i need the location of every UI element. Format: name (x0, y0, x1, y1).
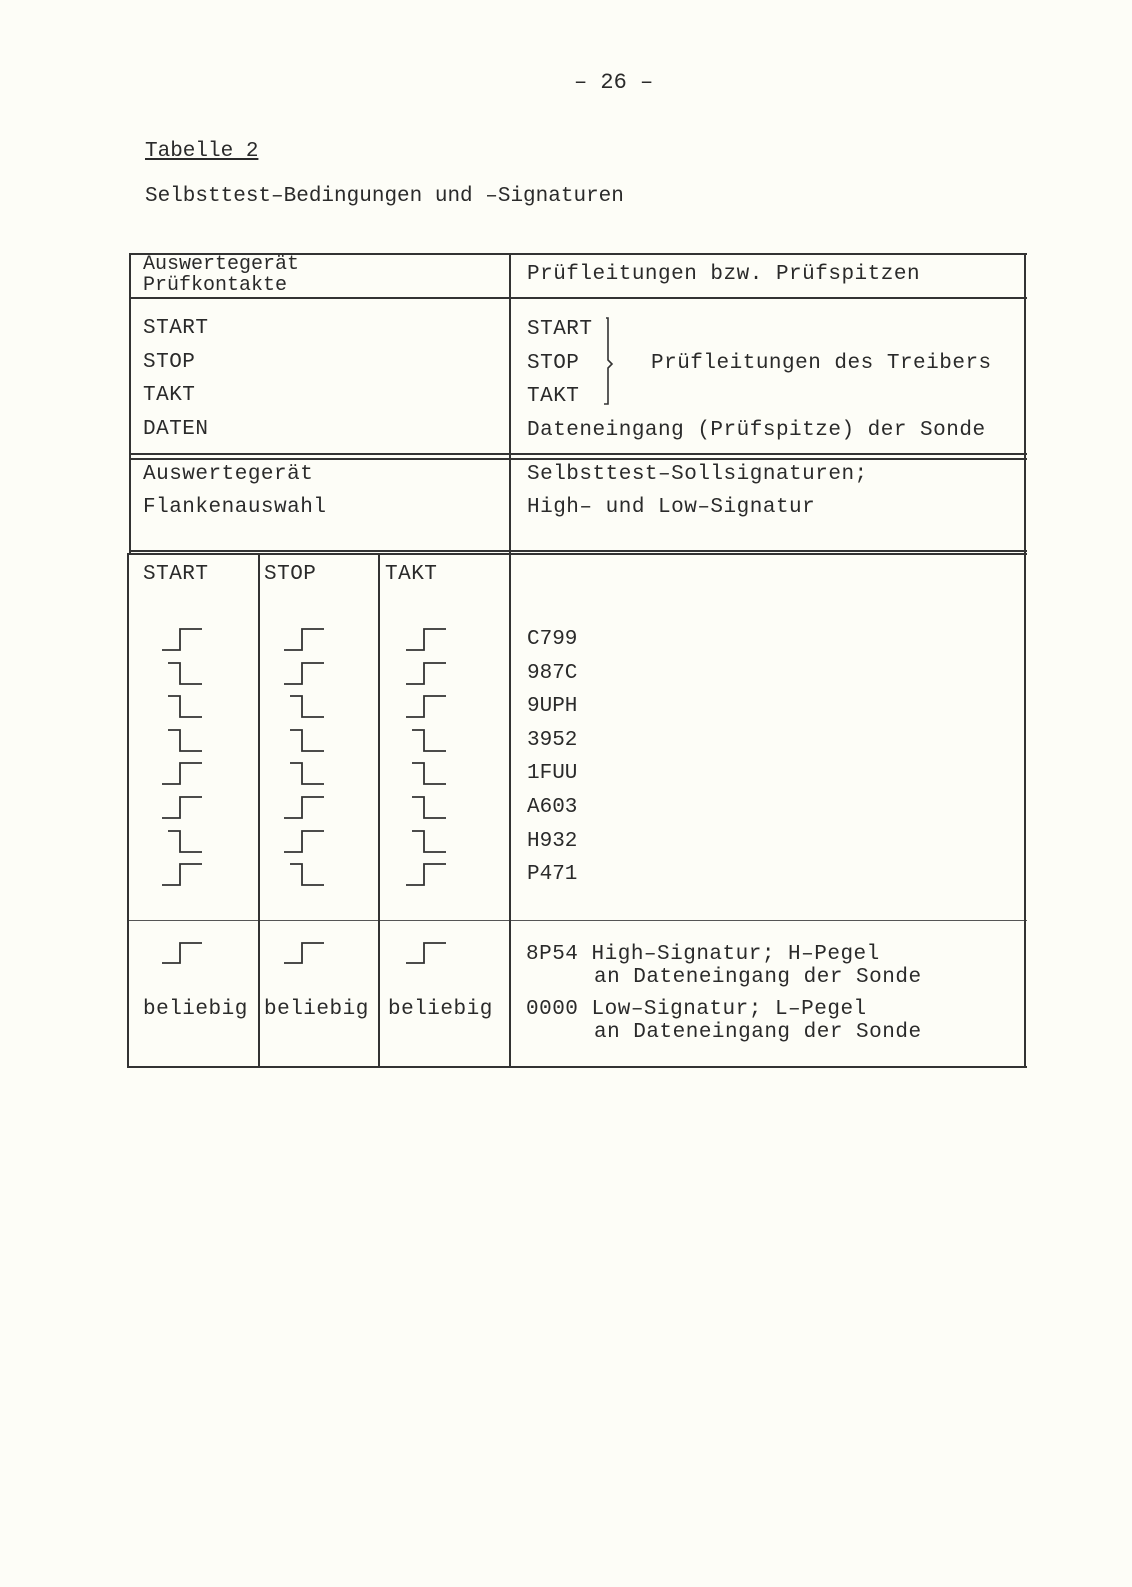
falling-edge-icon (160, 727, 206, 755)
rising-edge-icon (282, 940, 328, 966)
falling-edge-icon (282, 760, 328, 788)
signature-value: 987C (527, 662, 578, 685)
falling-edge-icon (282, 693, 328, 721)
column-header-takt: TAKT (385, 563, 438, 586)
contact-right: STOP (527, 352, 580, 375)
rising-edge-icon (160, 794, 206, 822)
contact-right: TAKT (527, 385, 580, 408)
rising-edge-icon (404, 626, 450, 654)
high-signature-line1: 8P54 High–Signatur; H–Pegel (526, 943, 880, 966)
contact-left: DATEN (143, 418, 209, 441)
falling-edge-icon (282, 727, 328, 755)
rising-edge-icon (282, 660, 328, 688)
column-header-start: START (143, 563, 209, 586)
falling-edge-icon (404, 727, 450, 755)
table-label: Tabelle 2 (145, 140, 259, 163)
rising-edge-icon (160, 940, 206, 966)
rising-edge-icon (282, 828, 328, 856)
falling-edge-icon (160, 828, 206, 856)
rising-edge-icon (404, 660, 450, 688)
signature-value: P471 (527, 863, 578, 886)
signature-value: 3952 (527, 729, 578, 752)
rising-edge-icon (160, 626, 206, 654)
falling-edge-icon (404, 794, 450, 822)
low-signature-line2: an Dateneingang der Sonde (594, 1021, 922, 1044)
beliebig-start: beliebig (143, 998, 248, 1021)
contact-right: START (527, 318, 593, 341)
beliebig-takt: beliebig (388, 998, 493, 1021)
column-header-stop: STOP (264, 563, 317, 586)
header-left-line2: Prüfkontakte (143, 274, 288, 297)
rising-edge-icon (404, 940, 450, 966)
table-caption: Selbsttest–Bedingungen und –Signaturen (145, 185, 624, 208)
section2-right-line1: Selbsttest–Sollsignaturen; (527, 463, 868, 486)
header-right: Prüfleitungen bzw. Prüfspitzen (527, 263, 921, 286)
rising-edge-icon (160, 760, 206, 788)
rising-edge-icon (404, 861, 450, 889)
contact-left: STOP (143, 351, 196, 374)
falling-edge-icon (160, 660, 206, 688)
beliebig-stop: beliebig (264, 998, 369, 1021)
falling-edge-icon (404, 828, 450, 856)
brace-label: Prüfleitungen des Treibers (651, 352, 992, 375)
section2-left-line1: Auswertegerät (143, 463, 314, 486)
falling-edge-icon (160, 693, 206, 721)
header-left-line1: Auswertegerät (143, 253, 300, 276)
signature-value: A603 (527, 796, 578, 819)
high-signature-line2: an Dateneingang der Sonde (594, 966, 922, 989)
signature-value: C799 (527, 628, 578, 651)
page-number: – 26 – (574, 70, 654, 95)
low-signature-line1: 0000 Low–Signatur; L–Pegel (526, 998, 867, 1021)
contact-left: TAKT (143, 384, 196, 407)
falling-edge-icon (404, 760, 450, 788)
section2-right-line2: High– und Low–Signatur (527, 496, 816, 519)
falling-edge-icon (282, 861, 328, 889)
signature-value: 1FUU (527, 762, 578, 785)
rising-edge-icon (282, 794, 328, 822)
brace-icon (598, 316, 618, 408)
section2-left-line2: Flankenauswahl (143, 496, 327, 519)
daten-label: Dateneingang (Prüfspitze) der Sonde (527, 419, 986, 442)
signature-value: 9UPH (527, 695, 578, 718)
rising-edge-icon (282, 626, 328, 654)
rising-edge-icon (160, 861, 206, 889)
contact-left: START (143, 317, 209, 340)
rising-edge-icon (404, 693, 450, 721)
signature-value: H932 (527, 830, 578, 853)
